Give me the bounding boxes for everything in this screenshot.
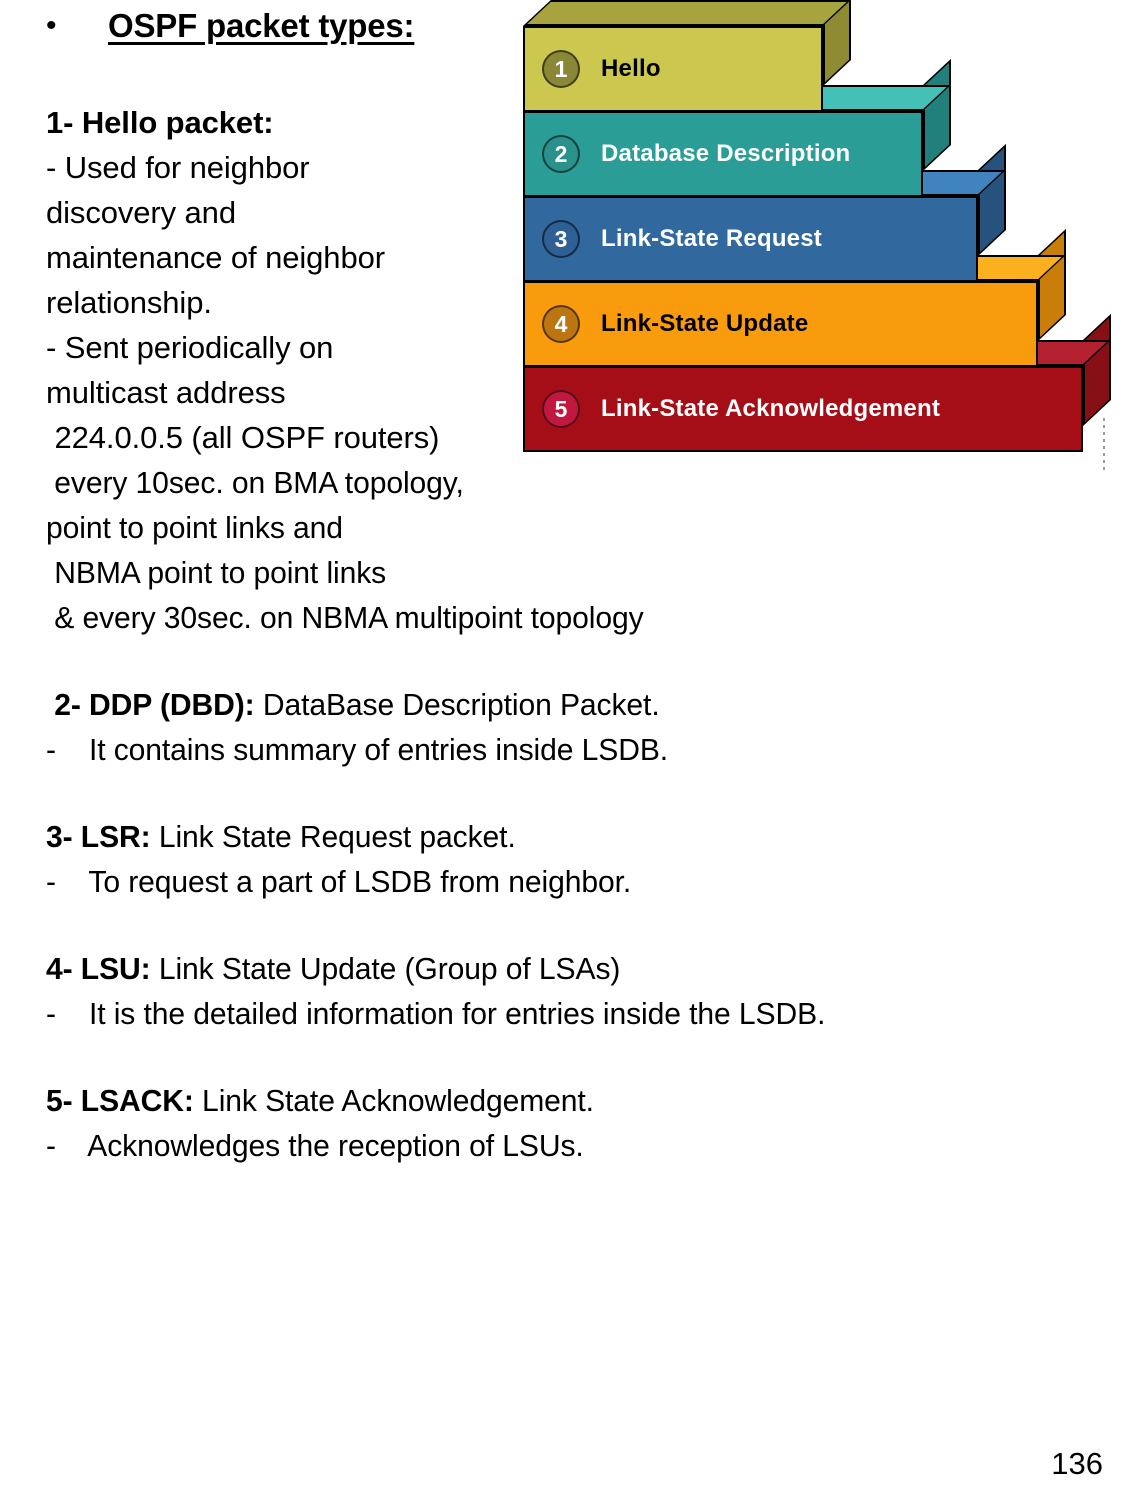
block-top-face [523, 0, 851, 26]
block-front-face [523, 366, 1083, 452]
section-heading-4 [46, 946, 1055, 991]
section-heading-3-rest: Link State Request packet. [150, 819, 516, 854]
section-heading-2 [46, 682, 1055, 727]
slide-title-row [46, 6, 566, 46]
body-line: point to point links and [46, 510, 343, 545]
body-line: - It contains summary of entries inside LSDB. [46, 732, 669, 767]
block-number-badge: 5 [542, 390, 580, 428]
edge-artifact [1103, 418, 1105, 474]
block-side-face [1038, 229, 1066, 341]
block-front-face [523, 111, 923, 197]
body-line: & every 30sec. on NBMA multipoint topology [46, 600, 644, 635]
section-heading-5-rest: Link State Acknowledgement. [193, 1083, 594, 1118]
body-line: - Sent periodically on [46, 330, 334, 365]
body-line: maintenance of neighbor [46, 240, 385, 275]
section-heading-1: 1- Hello packet: [46, 105, 274, 140]
block-side-face [1083, 314, 1111, 426]
page-title: OSPF packet types: [108, 7, 415, 44]
section-heading-4-bold: 4- LSU: [46, 951, 151, 986]
block-label: Hello [601, 55, 661, 82]
page-number: 136 [1051, 1446, 1103, 1481]
block-label: Link-State Update [601, 310, 809, 337]
section-heading-5-bold: 5- LSACK: [46, 1083, 194, 1118]
section-heading-3 [46, 814, 1055, 859]
body-line: - Acknowledges the reception of LSUs. [46, 1128, 584, 1163]
body-line: every 10sec. on BMA topology, [46, 465, 464, 500]
section-heading-2-rest: DataBase Description Packet. [254, 687, 660, 722]
block-label: Link-State Request [601, 225, 822, 252]
block-front-face [523, 281, 1038, 367]
section-heading-5 [46, 1078, 1055, 1123]
block-number-badge: 3 [542, 220, 580, 258]
body-line: multicast address [46, 375, 286, 410]
block-front-face [523, 196, 978, 282]
body-line: relationship. [46, 285, 212, 320]
block-label: Database Description [601, 140, 851, 167]
body-line: 224.0.0.5 (all OSPF routers) [46, 420, 440, 455]
block-number-badge: 2 [542, 135, 580, 173]
paragraph-gap [46, 640, 1086, 682]
block-label: Link-State Acknowledgement [601, 395, 941, 422]
ospf-packet-type-stack-diagram [520, 26, 1120, 486]
block-number-badge: 1 [542, 50, 580, 88]
block-side-face [923, 59, 951, 171]
body-line: discovery and [46, 195, 236, 230]
block-front-face [523, 26, 823, 112]
section-heading-3-bold: 3- LSR: [46, 819, 151, 854]
section-heading-4-rest: Link State Update (Group of LSAs) [150, 951, 621, 986]
bullet-icon: • [46, 9, 57, 42]
paragraph-gap [46, 904, 1086, 946]
body-line: NBMA point to point links [46, 555, 387, 590]
body-line: - It is the detailed information for entries inside the LSDB. [46, 996, 826, 1031]
paragraph-gap [46, 772, 1086, 814]
block-side-face [978, 144, 1006, 256]
body-line: - To request a part of LSDB from neighbor. [46, 864, 632, 899]
section-heading-2-bold: 2- DDP (DBD): [46, 687, 255, 722]
body-line: - Used for neighbor [46, 150, 310, 185]
block-number-badge: 4 [542, 305, 580, 343]
paragraph-gap [46, 1036, 1086, 1078]
